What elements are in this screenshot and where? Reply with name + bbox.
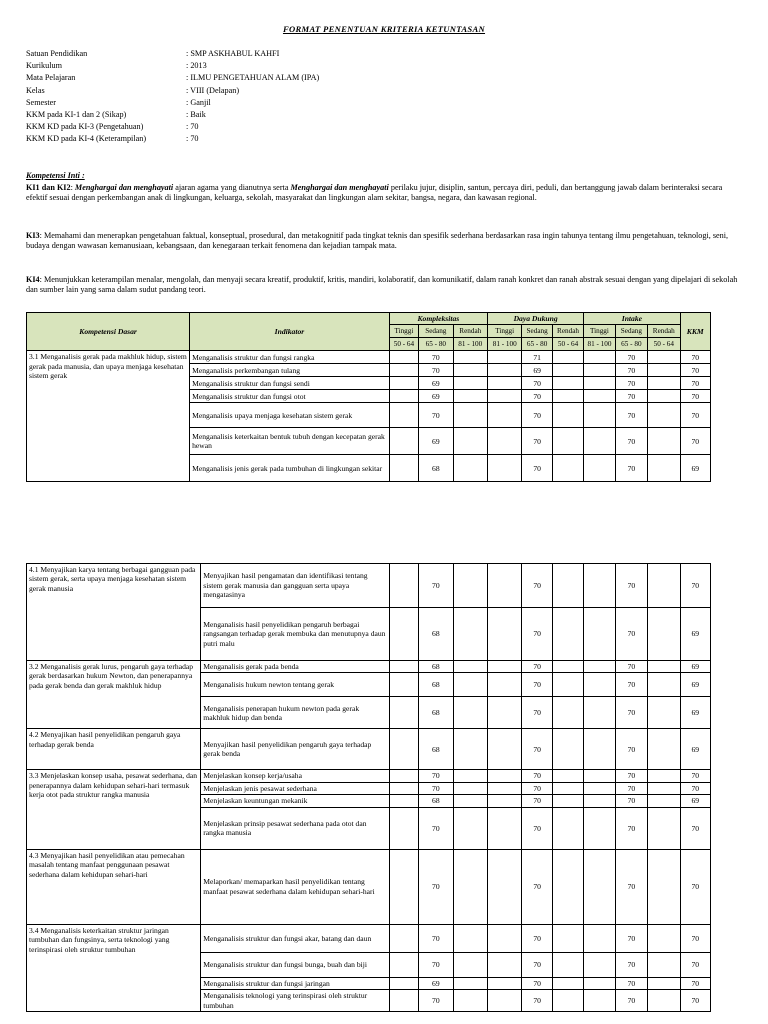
identity-row: Semester : Ganjil — [26, 97, 211, 107]
intake-rendah-cell — [648, 564, 680, 608]
kompleksitas-sedang-cell: 68 — [419, 608, 453, 661]
kompleksitas-sedang-cell: 68 — [419, 661, 453, 673]
kompleksitas-tinggi-cell — [389, 364, 418, 377]
daya-dukung-sedang-cell: 70 — [522, 697, 552, 729]
kompleksitas-tinggi-cell — [389, 428, 418, 455]
intake-rendah-cell — [648, 952, 680, 977]
daya-dukung-tinggi-cell — [488, 990, 522, 1012]
kompleksitas-sedang-cell: 68 — [419, 729, 453, 770]
daya-dukung-tinggi-cell — [488, 697, 522, 729]
indikator-cell: Menyajikan hasil penyelidikan pengaruh gaya terhadap gerak benda — [201, 729, 389, 770]
daya-dukung-rendah-cell — [552, 661, 583, 673]
daya-dukung-rendah-cell — [552, 770, 583, 782]
kompleksitas-rendah-cell — [453, 564, 487, 608]
daya-dukung-rendah-cell — [552, 403, 583, 428]
indikator-cell: Menganalisis struktur dan fungsi rangka — [190, 351, 390, 364]
intake-sedang-cell: 70 — [615, 428, 647, 455]
daya-dukung-tinggi-cell — [488, 849, 522, 924]
kompleksitas-rendah-cell — [453, 924, 487, 952]
kompleksitas-sedang-cell: 70 — [419, 403, 453, 428]
intake-sedang-cell: 70 — [615, 564, 647, 608]
kompleksitas-tinggi-cell — [389, 390, 418, 403]
kompleksitas-rendah-cell — [453, 364, 487, 377]
indikator-cell: Menganalisis hasil penyelidikan pengaruh berbagai rangsangan terhadap gerak membuka dan menutupnya daun putri malu — [201, 608, 389, 661]
intake-tinggi-cell — [584, 782, 615, 794]
kompleksitas-rendah-cell — [453, 782, 487, 794]
header-indikator: Indikator — [190, 313, 390, 351]
table-row — [27, 729, 711, 770]
daya-dukung-tinggi-cell — [488, 782, 522, 794]
kompleksitas-tinggi-cell — [389, 952, 418, 977]
kompleksitas-sedang-cell: 68 — [419, 673, 453, 697]
kkm-cell: 70 — [680, 990, 710, 1012]
daya-dukung-sedang-cell: 70 — [522, 377, 552, 390]
daya-dukung-tinggi-cell — [487, 390, 521, 403]
daya-dukung-sedang-cell: 70 — [522, 977, 552, 989]
kompleksitas-tinggi-cell — [389, 795, 418, 807]
kompleksitas-tinggi-cell — [389, 924, 418, 952]
indikator-cell: Menganalisis hukum newton tentang gerak — [201, 673, 389, 697]
kompleksitas-tinggi-cell — [389, 608, 418, 661]
intake-tinggi-cell — [584, 924, 615, 952]
indikator-cell: Menjelaskan jenis pesawat sederhana — [201, 782, 389, 794]
identity-table — [26, 49, 319, 147]
kkm-cell: 70 — [680, 403, 711, 428]
kompleksitas-sedang-cell: 68 — [419, 455, 453, 482]
intake-tinggi-cell — [584, 364, 615, 377]
kkm-table-1: Kompetensi Dasar Indikator Kompleksitas Daya Dukung Intake KKM Tinggi Sedang Rendah Tinggi Sedang Rendah Tinggi Sedang Rendah 50 - 64 65 - 80 81 - 100 81 - 100 65 - 80 50 - 64 81 - 100 65 - 80 50 - 64 3.1 Menganalisis gerak pada makhluk hidup, sistem gerak pada manusia, dan upaya menjaga kesehatan sistem gerak Menganalisis struktur dan fungsi rangka 70 71 70 70 Menganalisis perkembangan tulang 70 69 70 70 Menganalisis struktur dan fungsi sendi 69 70 70 70 Menganalisis struktur dan fungsi otot 69 70 70 70 Menganalisis upaya menjaga kesehatan sistem gerak 70 70 70 70 Menganalisis keterkaitan bentuk tubuh dengan kecepatan gerak hewan 69 70 70 70 Menganalisis jenis gerak pada tumbuhan di lingkungan sekitar 68 70 70 69 — [26, 312, 711, 482]
kompleksitas-tinggi-cell — [389, 977, 418, 989]
intake-tinggi-cell — [584, 351, 615, 364]
daya-dukung-sedang-cell: 70 — [522, 673, 552, 697]
intake-rendah-cell — [648, 351, 680, 364]
daya-dukung-tinggi-cell — [488, 729, 522, 770]
daya-dukung-sedang-cell: 70 — [522, 428, 552, 455]
intake-sedang-cell: 70 — [615, 351, 647, 364]
kkm-cell: 70 — [680, 849, 710, 924]
daya-dukung-sedang-cell: 70 — [522, 952, 552, 977]
intake-tinggi-cell — [584, 990, 615, 1012]
intake-sedang-cell: 70 — [615, 849, 647, 924]
kompleksitas-sedang-cell: 70 — [419, 564, 453, 608]
intake-sedang-cell: 70 — [615, 729, 647, 770]
kompleksitas-tinggi-cell — [389, 729, 418, 770]
ki4-paragraph: KI4: Menunjukkan keterampilan menalar, mengolah, dan menyaji secara kreatif, produktif, kritis, mandiri, kolaboratif, dan komunikatif, dalam ranah konkret dan ranah abstrak sesuai dengan yang dipelajari di sekolah dan sumber lain yang sama dalam sudut pandang teori. — [26, 275, 738, 294]
ki-heading: Kompetensi Inti : — [26, 171, 85, 180]
kompetensi-dasar-cell: 3.4 Menganalisis keterkaitan struktur jaringan tumbuhan dan fungsinya, serta teknologi yang terinspirasi oleh struktur tumbuhan — [27, 924, 201, 1011]
daya-dukung-rendah-cell — [552, 795, 583, 807]
intake-tinggi-cell — [584, 428, 615, 455]
kompleksitas-rendah-cell — [453, 807, 487, 849]
kompetensi-dasar-cell: 3.3 Menjelaskan konsep usaha, pesawat sederhana, dan penerapannya dalam kehidupan sehari-hari termasuk kerja otot pada struktur rangka manusia — [27, 770, 201, 849]
kompleksitas-sedang-cell: 68 — [419, 697, 453, 729]
table-row — [27, 661, 711, 673]
kompleksitas-rendah-cell — [453, 428, 487, 455]
ki12-paragraph: KI1 dan KI2: Menghargai dan menghayati ajaran agama yang dianutnya serta Menghargai dan menghayati perilaku jujur, disiplin, santun, percaya diri, peduli, dan bertanggung jawab dalam berinteraksi secara efektif sesuai dengan perkembangan anak di lingkungan, keluarga, sekolah, masyarakat dan lingkungan alam sekitar, bangsa, negara, dan kawasan regional. — [26, 183, 723, 202]
intake-sedang-cell: 70 — [615, 455, 647, 482]
kkm-cell: 70 — [680, 564, 710, 608]
daya-dukung-rendah-cell — [552, 952, 583, 977]
kkm-cell: 69 — [680, 661, 710, 673]
daya-dukung-sedang-cell: 70 — [522, 807, 552, 849]
indikator-cell: Menjelaskan prinsip pesawat sederhana pada otot dan rangka manusia — [201, 807, 389, 849]
intake-tinggi-cell — [584, 673, 615, 697]
kompleksitas-tinggi-cell — [389, 782, 418, 794]
daya-dukung-sedang-cell: 70 — [522, 403, 552, 428]
daya-dukung-tinggi-cell — [488, 564, 522, 608]
daya-dukung-rendah-cell — [552, 428, 583, 455]
daya-dukung-sedang-cell: 70 — [522, 390, 552, 403]
kompleksitas-tinggi-cell — [389, 770, 418, 782]
daya-dukung-rendah-cell — [552, 564, 583, 608]
kompleksitas-rendah-cell — [453, 403, 487, 428]
kkm-cell: 70 — [680, 390, 711, 403]
intake-rendah-cell — [648, 807, 680, 849]
kompleksitas-sedang-cell: 69 — [419, 428, 453, 455]
intake-rendah-cell — [648, 455, 680, 482]
daya-dukung-rendah-cell — [552, 364, 583, 377]
kompleksitas-tinggi-cell — [389, 807, 418, 849]
intake-tinggi-cell — [584, 661, 615, 673]
kkm-cell: 69 — [680, 455, 711, 482]
kompleksitas-rendah-cell — [453, 770, 487, 782]
daya-dukung-rendah-cell — [552, 849, 583, 924]
daya-dukung-rendah-cell — [552, 608, 583, 661]
indikator-cell: Menyajikan hasil pengamatan dan identifikasi tentang sistem gerak manusia dan gangguan serta upaya mengatasinya — [201, 564, 389, 608]
daya-dukung-sedang-cell: 70 — [522, 990, 552, 1012]
intake-sedang-cell: 70 — [615, 977, 647, 989]
kkm-cell: 70 — [680, 770, 710, 782]
kkm-cell: 69 — [680, 608, 710, 661]
indikator-cell: Menganalisis struktur dan fungsi bunga, buah dan biji — [201, 952, 389, 977]
document-title: FORMAT PENENTUAN KRITERIA KETUNTASAN — [282, 24, 486, 34]
kompleksitas-tinggi-cell — [389, 564, 418, 608]
kompetensi-dasar-cell: 3.1 Menganalisis gerak pada makhluk hidup, sistem gerak pada manusia, dan upaya menjaga kesehatan sistem gerak — [27, 351, 190, 482]
intake-tinggi-cell — [584, 795, 615, 807]
intake-rendah-cell — [648, 403, 680, 428]
identity-row: Kurikulum : 2013 — [26, 61, 207, 71]
kkm-cell: 69 — [680, 673, 710, 697]
daya-dukung-rendah-cell — [552, 697, 583, 729]
kompleksitas-sedang-cell: 70 — [419, 770, 453, 782]
kompleksitas-rendah-cell — [453, 729, 487, 770]
intake-sedang-cell: 70 — [615, 673, 647, 697]
kkm-cell: 69 — [680, 795, 710, 807]
indikator-cell: Menganalisis struktur dan fungsi akar, batang dan daun — [201, 924, 389, 952]
intake-tinggi-cell — [584, 403, 615, 428]
table-row — [27, 770, 711, 782]
kompleksitas-tinggi-cell — [389, 673, 418, 697]
intake-tinggi-cell — [584, 608, 615, 661]
kompleksitas-tinggi-cell — [389, 351, 418, 364]
indikator-cell: Menganalisis struktur dan fungsi otot — [190, 390, 390, 403]
kkm-cell: 69 — [680, 697, 710, 729]
intake-sedang-cell: 70 — [615, 608, 647, 661]
intake-tinggi-cell — [584, 455, 615, 482]
daya-dukung-tinggi-cell — [488, 673, 522, 697]
indikator-cell: Menganalisis gerak pada benda — [201, 661, 389, 673]
kompleksitas-sedang-cell: 69 — [419, 977, 453, 989]
intake-rendah-cell — [648, 977, 680, 989]
kompleksitas-rendah-cell — [453, 977, 487, 989]
daya-dukung-tinggi-cell — [488, 661, 522, 673]
kkm-cell: 70 — [680, 351, 711, 364]
intake-sedang-cell: 70 — [615, 952, 647, 977]
intake-sedang-cell: 70 — [615, 990, 647, 1012]
intake-rendah-cell — [648, 377, 680, 390]
daya-dukung-rendah-cell — [552, 807, 583, 849]
intake-rendah-cell — [648, 924, 680, 952]
kompleksitas-sedang-cell: 70 — [419, 782, 453, 794]
daya-dukung-rendah-cell — [552, 377, 583, 390]
daya-dukung-tinggi-cell — [488, 977, 522, 989]
kompleksitas-sedang-cell: 70 — [419, 351, 453, 364]
indikator-cell: Menganalisis jenis gerak pada tumbuhan di lingkungan sekitar — [190, 455, 390, 482]
indikator-cell: Menganalisis struktur dan fungsi jaringan — [201, 977, 389, 989]
identity-row: KKM KD pada KI-3 (Pengetahuan) : 70 — [26, 122, 199, 132]
kkm-cell: 69 — [680, 729, 710, 770]
kompleksitas-sedang-cell: 70 — [419, 990, 453, 1012]
intake-sedang-cell: 70 — [615, 924, 647, 952]
daya-dukung-tinggi-cell — [487, 403, 521, 428]
indikator-cell: Menganalisis penerapan hukum newton pada gerak makhluk hidup dan benda — [201, 697, 389, 729]
kompleksitas-sedang-cell: 70 — [419, 952, 453, 977]
kompleksitas-rendah-cell — [453, 952, 487, 977]
intake-tinggi-cell — [584, 770, 615, 782]
intake-rendah-cell — [648, 770, 680, 782]
intake-sedang-cell: 70 — [615, 377, 647, 390]
daya-dukung-sedang-cell: 70 — [522, 795, 552, 807]
daya-dukung-tinggi-cell — [487, 351, 521, 364]
ki3-paragraph: KI3: Memahami dan menerapkan pengetahuan faktual, konseptual, prosedural, dan metakognitif pada tingkat teknis dan spesifik sederhana berdasarkan rasa ingin tahunya tentang ilmu pengetahuan, teknologi, seni, budaya dengan wawasan kemanusiaan, kebangsaan, dan kenegaraan terkait fenomena dan kejadian tampak mata. — [26, 231, 729, 250]
intake-sedang-cell: 70 — [615, 661, 647, 673]
intake-sedang-cell: 70 — [615, 782, 647, 794]
kompleksitas-sedang-cell: 70 — [419, 849, 453, 924]
daya-dukung-rendah-cell — [552, 390, 583, 403]
kompleksitas-sedang-cell: 69 — [419, 377, 453, 390]
kompleksitas-sedang-cell: 68 — [419, 795, 453, 807]
daya-dukung-tinggi-cell — [487, 428, 521, 455]
daya-dukung-tinggi-cell — [488, 952, 522, 977]
daya-dukung-tinggi-cell — [487, 455, 521, 482]
kkm-cell: 70 — [680, 807, 710, 849]
intake-sedang-cell: 70 — [615, 697, 647, 729]
kkm-cell: 70 — [680, 428, 711, 455]
daya-dukung-sedang-cell: 70 — [522, 564, 552, 608]
kompleksitas-rendah-cell — [453, 795, 487, 807]
intake-sedang-cell: 70 — [615, 807, 647, 849]
kompleksitas-rendah-cell — [453, 608, 487, 661]
kompleksitas-tinggi-cell — [389, 377, 418, 390]
intake-sedang-cell: 70 — [615, 403, 647, 428]
kompleksitas-tinggi-cell — [389, 455, 418, 482]
kompleksitas-sedang-cell: 69 — [419, 390, 453, 403]
intake-rendah-cell — [648, 782, 680, 794]
kompleksitas-rendah-cell — [453, 697, 487, 729]
table-row — [27, 351, 711, 364]
kompleksitas-tinggi-cell — [389, 403, 418, 428]
kkm-cell: 70 — [680, 952, 710, 977]
intake-rendah-cell — [648, 364, 680, 377]
intake-tinggi-cell — [584, 952, 615, 977]
kompleksitas-tinggi-cell — [389, 661, 418, 673]
intake-rendah-cell — [648, 849, 680, 924]
intake-tinggi-cell — [584, 849, 615, 924]
indikator-cell: Menganalisis teknologi yang terinspirasi oleh struktur tumbuhan — [201, 990, 389, 1012]
indikator-cell: Menganalisis perkembangan tulang — [190, 364, 390, 377]
kompleksitas-sedang-cell: 70 — [419, 924, 453, 952]
indikator-cell: Menganalisis struktur dan fungsi sendi — [190, 377, 390, 390]
kompetensi-dasar-cell: 4.1 Menyajikan karya tentang berbagai gangguan pada sistem gerak, serta upaya menjaga kesehatan sistem gerak manusia — [27, 564, 201, 661]
intake-sedang-cell: 70 — [615, 770, 647, 782]
kompleksitas-rendah-cell — [453, 849, 487, 924]
daya-dukung-tinggi-cell — [487, 377, 521, 390]
intake-rendah-cell — [648, 990, 680, 1012]
daya-dukung-sedang-cell: 70 — [522, 729, 552, 770]
daya-dukung-rendah-cell — [552, 990, 583, 1012]
identity-row: Mata Pelajaran : ILMU PENGETAHUAN ALAM (IPA) — [26, 73, 320, 83]
daya-dukung-sedang-cell: 70 — [522, 782, 552, 794]
identity-row: KKM pada KI-1 dan 2 (Sikap) : Baik — [26, 109, 206, 119]
daya-dukung-rendah-cell — [552, 351, 583, 364]
intake-rendah-cell — [648, 697, 680, 729]
intake-tinggi-cell — [584, 390, 615, 403]
intake-tinggi-cell — [584, 729, 615, 770]
daya-dukung-rendah-cell — [552, 455, 583, 482]
kompetensi-dasar-cell: 3.2 Menganalisis gerak lurus, pengaruh gaya terhadap gerak berdasarkan hukum Newton, dan penerapannya pada gerak benda dan gerak makhluk hidup — [27, 661, 201, 729]
kompleksitas-tinggi-cell — [389, 697, 418, 729]
intake-rendah-cell — [648, 390, 680, 403]
kompleksitas-rendah-cell — [453, 455, 487, 482]
indikator-cell: Menjelaskan keuntungan mekanik — [201, 795, 389, 807]
table-row — [27, 564, 711, 608]
header-intake: Intake — [584, 313, 680, 325]
indikator-cell: Menganalisis upaya menjaga kesehatan sistem gerak — [190, 403, 390, 428]
kompleksitas-rendah-cell — [453, 673, 487, 697]
daya-dukung-tinggi-cell — [488, 770, 522, 782]
intake-tinggi-cell — [584, 807, 615, 849]
header-daya-dukung: Daya Dukung — [487, 313, 583, 325]
daya-dukung-rendah-cell — [552, 977, 583, 989]
intake-rendah-cell — [648, 428, 680, 455]
header-kompleksitas: Kompleksitas — [389, 313, 487, 325]
kkm-table-2 — [26, 563, 711, 1012]
intake-rendah-cell — [648, 661, 680, 673]
daya-dukung-tinggi-cell — [488, 608, 522, 661]
daya-dukung-rendah-cell — [552, 729, 583, 770]
kkm-cell: 70 — [680, 782, 710, 794]
kompetensi-dasar-cell: 4.2 Menyajikan hasil penyelidikan pengaruh gaya terhadap gerak benda — [27, 729, 201, 770]
kompleksitas-tinggi-cell — [389, 849, 418, 924]
identity-row: KKM KD pada KI-4 (Keterampilan) : 70 — [26, 134, 199, 144]
identity-row: Satuan Pendidikan : SMP ASKHABUL KAHFI — [26, 49, 280, 58]
kompleksitas-rendah-cell — [453, 661, 487, 673]
daya-dukung-rendah-cell — [552, 673, 583, 697]
kkm-cell: 70 — [680, 924, 710, 952]
header-kkm: KKM — [680, 313, 711, 351]
indikator-cell: Menjelaskan konsep kerja/usaha — [201, 770, 389, 782]
table-row — [27, 924, 711, 952]
header-kompetensi-dasar: Kompetensi Dasar — [27, 313, 190, 351]
daya-dukung-tinggi-cell — [488, 795, 522, 807]
daya-dukung-sedang-cell: 71 — [522, 351, 552, 364]
identity-row: Kelas : VIII (Delapan) — [26, 85, 240, 95]
kompleksitas-rendah-cell — [453, 351, 487, 364]
kompleksitas-rendah-cell — [453, 990, 487, 1012]
intake-rendah-cell — [648, 673, 680, 697]
intake-rendah-cell — [648, 795, 680, 807]
table-row — [27, 849, 711, 924]
intake-rendah-cell — [648, 608, 680, 661]
kompleksitas-rendah-cell — [453, 390, 487, 403]
kompleksitas-sedang-cell: 70 — [419, 364, 453, 377]
daya-dukung-sedang-cell: 70 — [522, 849, 552, 924]
intake-sedang-cell: 70 — [615, 795, 647, 807]
daya-dukung-tinggi-cell — [487, 364, 521, 377]
kompleksitas-sedang-cell: 70 — [419, 807, 453, 849]
kkm-cell: 70 — [680, 364, 711, 377]
intake-rendah-cell — [648, 729, 680, 770]
kkm-cell: 70 — [680, 977, 710, 989]
intake-tinggi-cell — [584, 564, 615, 608]
daya-dukung-sedang-cell: 70 — [522, 661, 552, 673]
kkm-cell: 70 — [680, 377, 711, 390]
daya-dukung-tinggi-cell — [488, 924, 522, 952]
kompetensi-dasar-cell: 4.3 Menyajikan hasil penyelidikan atau pemecahan masalah tentang manfaat penggunaan pesawat sederhana dalam kehidupan sehari-hari — [27, 849, 201, 924]
daya-dukung-rendah-cell — [552, 924, 583, 952]
intake-sedang-cell: 70 — [615, 390, 647, 403]
kompleksitas-rendah-cell — [453, 377, 487, 390]
kompleksitas-tinggi-cell — [389, 990, 418, 1012]
intake-tinggi-cell — [584, 697, 615, 729]
daya-dukung-sedang-cell: 69 — [522, 364, 552, 377]
daya-dukung-sedang-cell: 70 — [522, 924, 552, 952]
daya-dukung-sedang-cell: 70 — [522, 770, 552, 782]
daya-dukung-rendah-cell — [552, 782, 583, 794]
intake-tinggi-cell — [584, 977, 615, 989]
daya-dukung-tinggi-cell — [488, 807, 522, 849]
indikator-cell: Melaporkan/ memaparkan hasil penyelidikan tentang manfaat pesawat sederhana dalam kehidupan sehari-hari — [201, 849, 389, 924]
indikator-cell: Menganalisis keterkaitan bentuk tubuh dengan kecepatan gerak hewan — [190, 428, 390, 455]
daya-dukung-sedang-cell: 70 — [522, 608, 552, 661]
intake-sedang-cell: 70 — [615, 364, 647, 377]
daya-dukung-sedang-cell: 70 — [522, 455, 552, 482]
intake-tinggi-cell — [584, 377, 615, 390]
